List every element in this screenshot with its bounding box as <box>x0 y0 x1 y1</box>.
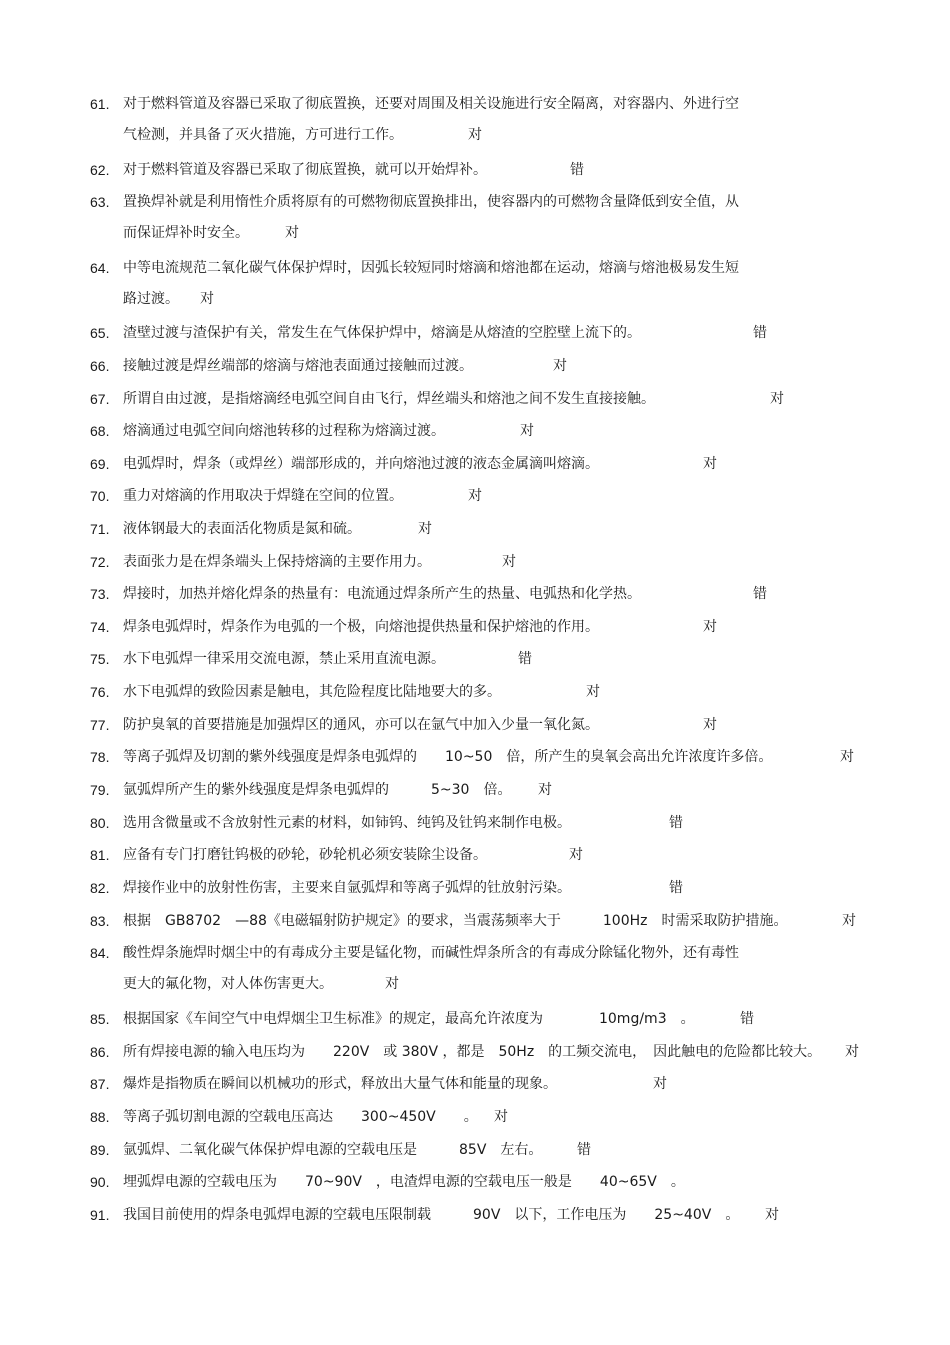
question-number: 72. <box>90 554 110 570</box>
question-text: 熔滴通过电弧空间向熔池转移的过程称为熔滴过渡。 <box>123 423 445 439</box>
question-number: 77. <box>90 717 110 733</box>
question-number: 68. <box>90 423 110 439</box>
answer: 错 <box>570 162 584 178</box>
question-text: 所有焊接电源的输入电压均为 220V 或 380V ，都是 50Hz 的工频交流电， 因此触电的危险都比较大。 <box>123 1044 822 1060</box>
question-text: 根据国家《车间空气中电焊烟尘卫生标准》的规定，最高允许浓度为 10mg/m3 。 <box>123 1011 695 1027</box>
question-text: 防护臭氧的首要措施是加强焊区的通风，亦可以在氩气中加入少量一氧化氮。 <box>123 717 599 733</box>
question-number: 91. <box>90 1207 110 1223</box>
question-number: 78. <box>90 749 110 765</box>
question-text: 电弧焊时，焊条（或焊丝）端部形成的，并向熔池过渡的液态金属滴叫熔滴。 <box>123 456 599 472</box>
answer: 对 <box>418 521 432 537</box>
answer: 对 <box>840 749 854 765</box>
question-text: 焊接作业中的放射性伤害，主要来自氩弧焊和等离子弧焊的钍放射污染。 <box>123 880 571 896</box>
question-text: 所谓自由过渡，是指熔滴经电弧空间自由飞行，焊丝端头和熔池之间不发生直接接触。 <box>123 391 655 407</box>
answer: 对 <box>538 782 552 798</box>
question-number: 83. <box>90 913 110 929</box>
answer: 对 <box>703 717 717 733</box>
answer: 对 <box>703 619 717 635</box>
question-text: 焊条电弧焊时，焊条作为电弧的一个极，向熔池提供热量和保护熔池的作用。 <box>123 619 599 635</box>
question-text: 埋弧焊电源的空载电压为 70~90V ，电渣焊电源的空载电压一般是 40~65V 。 <box>123 1174 685 1190</box>
question-text: 等离子弧焊及切割的紫外线强度是焊条电弧焊的 10~50 倍，所产生的臭氧会高出允许浓度许多倍。 <box>123 749 773 765</box>
answer: 对 <box>569 847 583 863</box>
question-text-continued: 而保证焊补时安全。 <box>123 225 249 241</box>
answer: 对 <box>765 1207 779 1223</box>
question-text: 中等电流规范二氧化碳气体保护焊时，因弧长较短同时熔滴和熔池都在运动，熔滴与熔池极易发生短 <box>123 260 739 276</box>
answer: 错 <box>669 815 683 831</box>
question-text-continued: 气检测，并具备了灭火措施，方可进行工作。 <box>123 127 403 143</box>
question-text: 酸性焊条施焊时烟尘中的有毒成分主要是锰化物，而碱性焊条所含的有毒成分除锰化物外，还有毒性 <box>123 945 739 961</box>
question-text: 表面张力是在焊条端头上保持熔滴的主要作用力。 <box>123 554 431 570</box>
question-text: 重力对熔滴的作用取决于焊缝在空间的位置。 <box>123 488 403 504</box>
question-number: 74. <box>90 619 110 635</box>
question-number: 86. <box>90 1044 110 1060</box>
question-text: 我国目前使用的焊条电弧焊电源的空载电压限制载 90V 以下，工作电压为 25~40V 。 <box>123 1207 740 1223</box>
answer: 对 <box>502 554 516 570</box>
answer: 错 <box>753 325 767 341</box>
question-text: 置换焊补就是利用惰性介质将原有的可燃物彻底置换排出，使容器内的可燃物含量降低到安全值，从 <box>123 194 739 210</box>
answer: 错 <box>740 1011 754 1027</box>
answer: 错 <box>669 880 683 896</box>
question-text: 根据 GB8702 —88《电磁辐射防护规定》的要求，当震荡频率大于 100Hz 时需采取防护措施。 <box>123 913 788 929</box>
question-text: 渣壁过渡与渣保护有关，常发生在气体保护焊中，熔滴是从熔渣的空腔壁上流下的。 <box>123 325 641 341</box>
question-number: 75. <box>90 651 110 667</box>
question-number: 80. <box>90 815 110 831</box>
question-text: 接触过渡是焊丝端部的熔滴与熔池表面通过接触而过渡。 <box>123 358 473 374</box>
question-number: 88. <box>90 1109 110 1125</box>
question-text: 水下电弧焊的致险因素是触电，其危险程度比陆地要大的多。 <box>123 684 501 700</box>
question-number: 79. <box>90 782 110 798</box>
question-text-continued: 更大的氟化物，对人体伤害更大。 <box>123 976 333 992</box>
question-text: 氩弧焊、二氧化碳气体保护焊电源的空载电压是 85V 左右。 <box>123 1142 543 1158</box>
question-number: 87. <box>90 1076 110 1092</box>
answer: 对 <box>653 1076 667 1092</box>
answer: 对 <box>553 358 567 374</box>
question-number: 71. <box>90 521 110 537</box>
question-number: 89. <box>90 1142 110 1158</box>
question-number: 63. <box>90 194 110 210</box>
question-text: 水下电弧焊一律采用交流电源，禁止采用直流电源。 <box>123 651 445 667</box>
question-number: 73. <box>90 586 110 602</box>
question-number: 81. <box>90 847 110 863</box>
question-text: 应备有专门打磨钍钨极的砂轮，砂轮机必须安装除尘设备。 <box>123 847 487 863</box>
question-number: 66. <box>90 358 110 374</box>
question-number: 61. <box>90 96 110 112</box>
question-text: 爆炸是指物质在瞬间以机械功的形式，释放出大量气体和能量的现象。 <box>123 1076 557 1092</box>
question-number: 85. <box>90 1011 110 1027</box>
question-text: 对于燃料管道及容器已采取了彻底置换，就可以开始焊补。 <box>123 162 487 178</box>
answer: 对 <box>285 225 299 241</box>
answer: 对 <box>385 976 399 992</box>
answer: 对 <box>586 684 600 700</box>
question-number: 69. <box>90 456 110 472</box>
answer: 对 <box>200 291 214 307</box>
question-number: 76. <box>90 684 110 700</box>
answer: 对 <box>703 456 717 472</box>
question-text: 焊接时，加热并熔化焊条的热量有：电流通过焊条所产生的热量、电弧热和化学热。 <box>123 586 641 602</box>
question-number: 64. <box>90 260 110 276</box>
answer: 对 <box>770 391 784 407</box>
answer: 对 <box>468 488 482 504</box>
answer: 对 <box>494 1109 508 1125</box>
question-number: 90. <box>90 1174 110 1190</box>
answer: 错 <box>518 651 532 667</box>
question-number: 67. <box>90 391 110 407</box>
question-text: 氩弧焊所产生的紫外线强度是焊条电弧焊的 5~30 倍。 <box>123 782 512 798</box>
answer: 错 <box>753 586 767 602</box>
question-number: 65. <box>90 325 110 341</box>
answer: 对 <box>520 423 534 439</box>
question-text-continued: 路过渡。 <box>123 291 179 307</box>
question-number: 82. <box>90 880 110 896</box>
question-number: 62. <box>90 162 110 178</box>
question-number: 70. <box>90 488 110 504</box>
question-text: 液体钢最大的表面活化物质是氮和硫。 <box>123 521 361 537</box>
question-text: 对于燃料管道及容器已采取了彻底置换，还要对周围及相关设施进行安全隔离，对容器内、外进行空 <box>123 96 739 112</box>
answer: 对 <box>842 913 856 929</box>
answer: 错 <box>577 1142 591 1158</box>
answer: 对 <box>845 1044 859 1060</box>
question-text: 选用含微量或不含放射性元素的材料，如铈钨、纯钨及钍钨来制作电极。 <box>123 815 571 831</box>
answer: 对 <box>468 127 482 143</box>
question-number: 84. <box>90 945 110 961</box>
question-text: 等离子弧切割电源的空载电压高达 300~450V 。 <box>123 1109 478 1125</box>
